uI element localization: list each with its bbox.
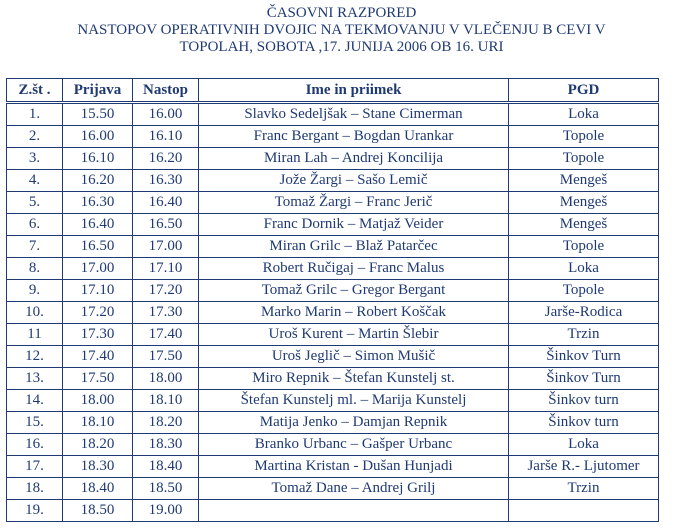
cell-pgd: Loka bbox=[509, 434, 659, 456]
table-row bbox=[7, 280, 659, 302]
cell-pgd: Trzin bbox=[509, 324, 659, 346]
document-title bbox=[0, 5, 683, 56]
cell-name: Robert Ručigaj – Franc Malus bbox=[199, 258, 509, 280]
cell-number: 2. bbox=[7, 126, 63, 148]
cell-name: Uroš Jeglič – Simon Mušič bbox=[199, 346, 509, 368]
cell-pgd: Šinkov turn bbox=[509, 390, 659, 412]
cell-name: Miran Lah – Andrej Koncilija bbox=[199, 148, 509, 170]
cell-prijava: 18.10 bbox=[63, 412, 133, 434]
table-row bbox=[7, 302, 659, 324]
cell-prijava: 18.00 bbox=[63, 390, 133, 412]
cell-name: Miran Grilc – Blaž Patarčec bbox=[199, 236, 509, 258]
cell-name: Jože Žargi – Sašo Lemič bbox=[199, 170, 509, 192]
cell-name: Franc Bergant – Bogdan Urankar bbox=[199, 126, 509, 148]
cell-nastop: 17.00 bbox=[133, 236, 199, 258]
cell-name bbox=[199, 500, 509, 522]
cell-name: Miro Repnik – Štefan Kunstelj st. bbox=[199, 368, 509, 390]
cell-number: 8. bbox=[7, 258, 63, 280]
title-line-1: ČASOVNI RAZPORED bbox=[266, 5, 417, 21]
cell-number: 19. bbox=[7, 500, 63, 522]
table-row bbox=[7, 368, 659, 390]
cell-pgd: Topole bbox=[509, 236, 659, 258]
cell-prijava: 17.10 bbox=[63, 280, 133, 302]
table-row bbox=[7, 170, 659, 192]
cell-number: 3. bbox=[7, 148, 63, 170]
table-row bbox=[7, 126, 659, 148]
cell-pgd: Šinkov Turn bbox=[509, 368, 659, 390]
cell-pgd bbox=[509, 500, 659, 522]
cell-name: Slavko Sedeljšak – Stane Cimerman bbox=[199, 103, 509, 126]
cell-nastop: 17.40 bbox=[133, 324, 199, 346]
table-row bbox=[7, 434, 659, 456]
table-row bbox=[7, 500, 659, 522]
cell-prijava: 17.20 bbox=[63, 302, 133, 324]
cell-prijava: 16.30 bbox=[63, 192, 133, 214]
cell-name: Franc Dornik – Matjaž Veider bbox=[199, 214, 509, 236]
cell-name: Uroš Kurent – Martin Šlebir bbox=[199, 324, 509, 346]
schedule-table bbox=[6, 78, 659, 522]
cell-nastop: 16.20 bbox=[133, 148, 199, 170]
cell-prijava: 16.40 bbox=[63, 214, 133, 236]
cell-prijava: 17.00 bbox=[63, 258, 133, 280]
title-line-3: TOPOLAH, SOBOTA ,17. JUNIJA 2006 OB 16. URI bbox=[179, 39, 504, 55]
table-row bbox=[7, 412, 659, 434]
cell-nastop: 16.40 bbox=[133, 192, 199, 214]
cell-prijava: 18.40 bbox=[63, 478, 133, 500]
cell-number: 16. bbox=[7, 434, 63, 456]
cell-prijava: 16.50 bbox=[63, 236, 133, 258]
cell-name: Štefan Kunstelj ml. – Marija Kunstelj bbox=[199, 390, 509, 412]
column-header-name: Ime in priimek bbox=[199, 79, 509, 103]
cell-prijava: 18.20 bbox=[63, 434, 133, 456]
cell-number: 11 bbox=[7, 324, 63, 346]
table-row bbox=[7, 324, 659, 346]
cell-pgd: Trzin bbox=[509, 478, 659, 500]
cell-number: 4. bbox=[7, 170, 63, 192]
cell-name: Martina Kristan - Dušan Hunjadi bbox=[199, 456, 509, 478]
cell-nastop: 19.00 bbox=[133, 500, 199, 522]
cell-nastop: 18.40 bbox=[133, 456, 199, 478]
table-row bbox=[7, 346, 659, 368]
title-line-2: NASTOPOV OPERATIVNIH DVOJIC NA TEKMOVANJU V VLEČENJU B CEVI V bbox=[77, 22, 606, 38]
column-header-number: Z.št . bbox=[7, 79, 63, 103]
cell-pgd: Mengeš bbox=[509, 170, 659, 192]
column-header-prijava: Prijava bbox=[63, 79, 133, 103]
column-header-pgd: PGD bbox=[509, 79, 659, 103]
cell-number: 5. bbox=[7, 192, 63, 214]
cell-number: 7. bbox=[7, 236, 63, 258]
cell-pgd: Topole bbox=[509, 148, 659, 170]
cell-nastop: 18.30 bbox=[133, 434, 199, 456]
cell-nastop: 18.10 bbox=[133, 390, 199, 412]
cell-number: 15. bbox=[7, 412, 63, 434]
cell-nastop: 16.30 bbox=[133, 170, 199, 192]
cell-prijava: 16.10 bbox=[63, 148, 133, 170]
cell-number: 1. bbox=[7, 103, 63, 126]
cell-number: 12. bbox=[7, 346, 63, 368]
cell-nastop: 17.20 bbox=[133, 280, 199, 302]
cell-nastop: 16.10 bbox=[133, 126, 199, 148]
cell-name: Tomaž Žargi – Franc Jerič bbox=[199, 192, 509, 214]
table-row bbox=[7, 214, 659, 236]
cell-number: 13. bbox=[7, 368, 63, 390]
table-row bbox=[7, 456, 659, 478]
cell-number: 6. bbox=[7, 214, 63, 236]
table-body bbox=[7, 103, 659, 522]
cell-prijava: 16.20 bbox=[63, 170, 133, 192]
table-row bbox=[7, 148, 659, 170]
cell-name: Tomaž Grilc – Gregor Bergant bbox=[199, 280, 509, 302]
cell-pgd: Topole bbox=[509, 280, 659, 302]
cell-number: 17. bbox=[7, 456, 63, 478]
cell-name: Tomaž Dane – Andrej Grilj bbox=[199, 478, 509, 500]
table-row bbox=[7, 103, 659, 126]
cell-nastop: 18.00 bbox=[133, 368, 199, 390]
column-header-nastop: Nastop bbox=[133, 79, 199, 103]
cell-nastop: 16.00 bbox=[133, 103, 199, 126]
cell-nastop: 18.50 bbox=[133, 478, 199, 500]
table-row bbox=[7, 236, 659, 258]
cell-name: Branko Urbanc – Gašper Urbanc bbox=[199, 434, 509, 456]
cell-name: Marko Marin – Robert Koščak bbox=[199, 302, 509, 324]
cell-prijava: 18.30 bbox=[63, 456, 133, 478]
table-row bbox=[7, 192, 659, 214]
cell-pgd: Šinkov turn bbox=[509, 412, 659, 434]
cell-nastop: 18.20 bbox=[133, 412, 199, 434]
cell-pgd: Jarše-Rodica bbox=[509, 302, 659, 324]
table-row bbox=[7, 258, 659, 280]
cell-pgd: Mengeš bbox=[509, 192, 659, 214]
cell-pgd: Loka bbox=[509, 258, 659, 280]
table-row bbox=[7, 390, 659, 412]
cell-nastop: 17.10 bbox=[133, 258, 199, 280]
cell-number: 18. bbox=[7, 478, 63, 500]
cell-prijava: 17.30 bbox=[63, 324, 133, 346]
cell-pgd: Loka bbox=[509, 103, 659, 126]
table-row bbox=[7, 478, 659, 500]
cell-prijava: 15.50 bbox=[63, 103, 133, 126]
cell-pgd: Topole bbox=[509, 126, 659, 148]
cell-prijava: 17.50 bbox=[63, 368, 133, 390]
cell-number: 9. bbox=[7, 280, 63, 302]
cell-prijava: 16.00 bbox=[63, 126, 133, 148]
cell-prijava: 18.50 bbox=[63, 500, 133, 522]
cell-nastop: 17.30 bbox=[133, 302, 199, 324]
cell-nastop: 16.50 bbox=[133, 214, 199, 236]
cell-number: 10. bbox=[7, 302, 63, 324]
cell-nastop: 17.50 bbox=[133, 346, 199, 368]
cell-name: Matija Jenko – Damjan Repnik bbox=[199, 412, 509, 434]
cell-pgd: Šinkov Turn bbox=[509, 346, 659, 368]
cell-number: 14. bbox=[7, 390, 63, 412]
table-header-row bbox=[7, 79, 659, 103]
cell-pgd: Jarše R.- Ljutomer bbox=[509, 456, 659, 478]
cell-prijava: 17.40 bbox=[63, 346, 133, 368]
cell-pgd: Mengeš bbox=[509, 214, 659, 236]
